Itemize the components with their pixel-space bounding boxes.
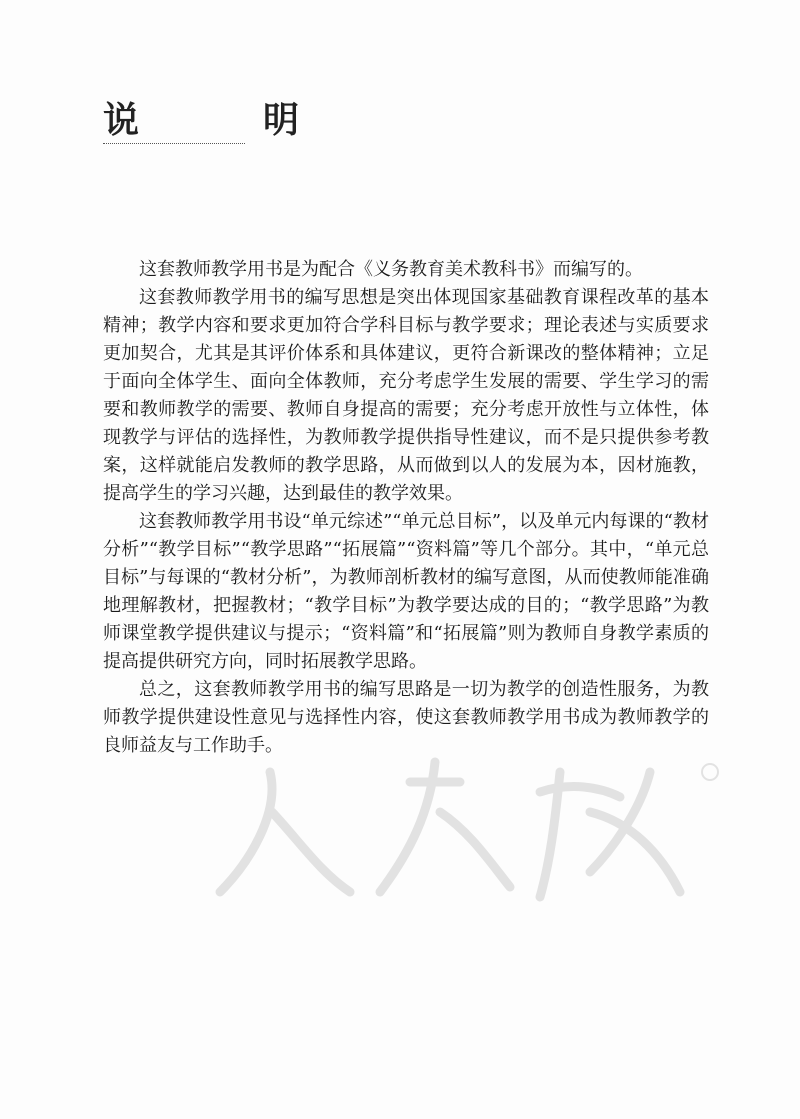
paragraph-3: 这套教师教学用书设“单元综述”“单元总目标”，以及单元内每课的“教材分析”“教学目标”“教学思路”“拓展篇”“资料篇”等几个部分。其中，“单元总目标”与每课的“教材分析”，为教师剖析教材的编写意图，从而使教师能准确地理解教材，把握教材；“教学目标”为教学要达成的目的；“教学思路”为教师课堂教学提供建议与提示；“资料篇”和“拓展篇”则为教师自身教学素质的提高提供研究方向，同时拓展教学思路。	[103, 511, 709, 672]
paragraph-2: 这套教师教学用书的编写思想是突出体现国家基础教育课程改革的基本精神；教学内容和要求更加符合学科目标与教学要求；理论表述与实质要求更加契合，尤其是其评价体系和具体建议，更符合新课改的整体精神；立足于面向全体学生、面向全体教师，充分考虑学生发展的需要、学生学习的需要和教师教学的需要、教师自身提高的需要；充分考虑开放性与立体性，体现教学与评估的选择性，为教师教学提供指导性建议，而不是只提供参考教案，这样就能启发教师的教学思路，从而做到以人的发展为本，因材施教，提高学生的学习兴趣，达到最佳的教学效果。	[103, 287, 709, 504]
paragraph-4: 总之，这套教师教学用书的编写思路是一切为教学的创造性服务，为教师教学提供建设性意见与选择性内容，使这套教师教学用书成为教师教学的良师益友与工作助手。	[103, 679, 709, 756]
body-text	[103, 256, 709, 760]
title-underline	[103, 143, 245, 144]
page-title: 说 明	[103, 99, 344, 141]
publisher-logo-watermark	[210, 752, 730, 902]
paragraph-1: 这套教师教学用书是为配合《义务教育美术教科书》而编写的。	[139, 259, 643, 280]
